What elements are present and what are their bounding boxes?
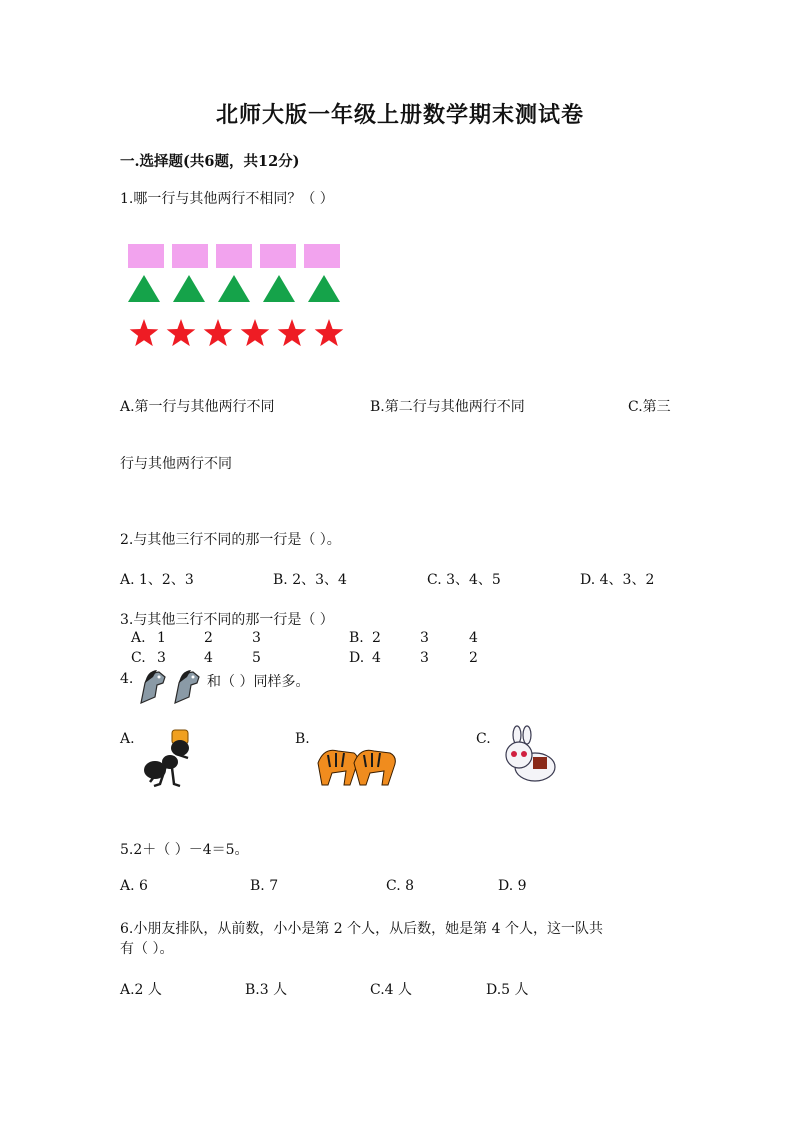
q4-option-b[interactable]: B. [295, 731, 310, 747]
pink-rectangle [304, 244, 340, 268]
q3-option-b-num: 4 [469, 630, 478, 646]
q3-option-c-num: 3 [157, 650, 166, 666]
green-triangle [308, 275, 340, 302]
q1-shapes-figure [128, 240, 350, 352]
q3-option-a-num: 1 [157, 630, 166, 646]
green-triangle [173, 275, 205, 302]
green-triangle [218, 275, 250, 302]
q3-option-a-num: 3 [252, 630, 261, 646]
pink-rectangle [128, 244, 164, 268]
pink-rectangle [260, 244, 296, 268]
q1-option-c[interactable]: C.第三 [628, 399, 671, 415]
q5-stem: 5.2＋（ ）－4＝5。 [120, 842, 249, 858]
q3-option-b-num: 2 [372, 630, 381, 646]
red-star [167, 319, 196, 346]
q3-option-a-label[interactable]: A. [131, 630, 146, 646]
pink-rectangle [216, 244, 252, 268]
q3-option-b-label[interactable]: B. [349, 630, 364, 646]
q1-star-row [130, 319, 344, 346]
q1-option-c-continued: 行与其他两行不同 [120, 456, 232, 472]
q3-option-d-num: 3 [420, 650, 429, 666]
q3-option-c-num: 5 [252, 650, 261, 666]
rabbit-icon [495, 727, 565, 785]
q6-option-d[interactable]: D.5 人 [486, 982, 529, 998]
q6-stem: 6.小朋友排队，从前数，小小是第 2 个人，从后数，她是第 4 个人，这一队共 [120, 921, 603, 937]
pink-rectangle [172, 244, 208, 268]
q4-stem: 和（ ）同样多。 [207, 674, 310, 690]
q4-option-a[interactable]: A. [120, 731, 135, 747]
q2-option-c[interactable]: C. 3、4、5 [427, 572, 501, 588]
q1-option-b[interactable]: B.第二行与其他两行不同 [370, 399, 525, 415]
q2-option-d[interactable]: D. 4、3、2 [580, 572, 655, 588]
green-triangle [263, 275, 295, 302]
red-star [204, 319, 233, 346]
q3-option-d-label[interactable]: D. [349, 650, 365, 666]
q2-option-b[interactable]: B. 2、3、4 [273, 572, 347, 588]
q1-stem: 1.哪一行与其他两行不相同？（ ） [120, 191, 334, 207]
q3-option-d-num: 2 [469, 650, 478, 666]
red-star [130, 319, 159, 346]
q6-option-b[interactable]: B.3 人 [245, 982, 288, 998]
q5-option-c[interactable]: C. 8 [386, 878, 415, 894]
red-star [315, 319, 344, 346]
page-title: 北师大版一年级上册数学期末测试卷 [215, 102, 584, 128]
q4-option-c[interactable]: C. [476, 731, 491, 747]
q2-option-a[interactable]: A. 1、2、3 [120, 572, 194, 588]
q5-option-b[interactable]: B. 7 [250, 878, 279, 894]
section-heading: 一.选择题(共6题，共12分) [120, 153, 300, 170]
q2-stem: 2.与其他三行不同的那一行是（ ）。 [120, 532, 341, 548]
q3-option-d-num: 4 [372, 650, 381, 666]
q3-option-c-label[interactable]: C. [131, 650, 146, 666]
q3-option-a-num: 2 [204, 630, 213, 646]
q6-option-a[interactable]: A.2 人 [120, 982, 162, 998]
q3-option-b-num: 3 [420, 630, 429, 646]
q1-rectangle-row [128, 244, 340, 268]
q1-triangle-row [128, 275, 340, 302]
q5-option-d[interactable]: D. 9 [498, 878, 527, 894]
q1-option-a[interactable]: A.第一行与其他两行不同 [120, 399, 275, 415]
red-star [241, 319, 270, 346]
q3-stem: 3.与其他三行不同的那一行是（ ） [120, 612, 334, 628]
q6-stem-continued: 有（ ）。 [120, 941, 174, 957]
tiger-icon [314, 733, 402, 789]
horse-icon [135, 667, 205, 705]
red-star [278, 319, 307, 346]
q5-option-a[interactable]: A. 6 [120, 878, 148, 894]
ant-icon [140, 728, 196, 792]
q6-option-c[interactable]: C.4 人 [370, 982, 413, 998]
green-triangle [128, 275, 160, 302]
q4-number: 4. [120, 671, 134, 687]
q3-option-c-num: 4 [204, 650, 213, 666]
